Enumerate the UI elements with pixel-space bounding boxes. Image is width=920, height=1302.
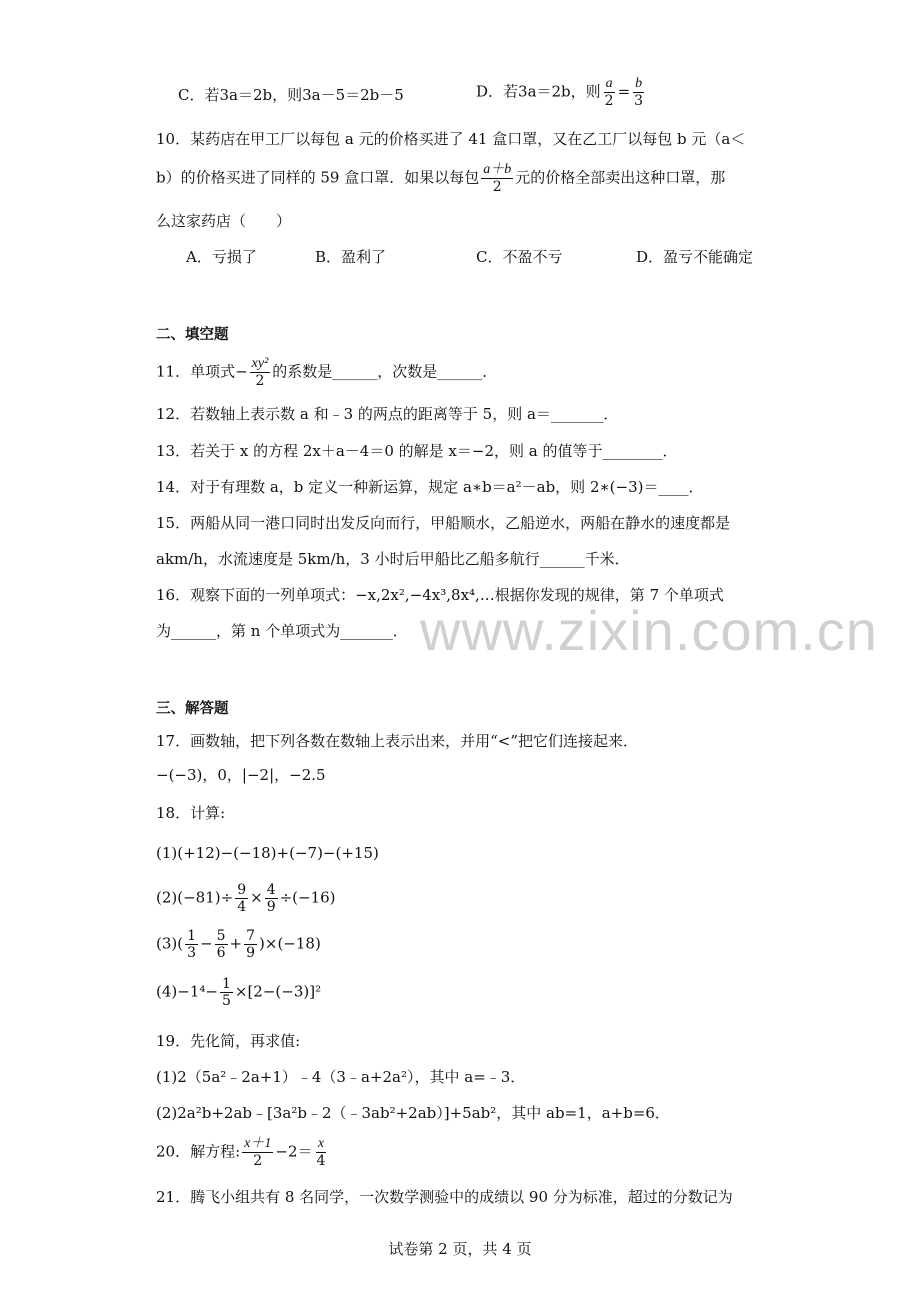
q18-part4: (4)−1⁴− $\frac{1}{5}$ ×[2−(−3)]² [156, 976, 322, 1009]
fraction: $\frac{a}{2}$ [604, 76, 614, 109]
fraction: $\frac{5}{6}$ [216, 928, 226, 961]
q11: 11．单项式− $\frac{\text{xy²}}{2}$ 的系数是______，次数是______． [156, 356, 498, 389]
q10-line3: 么这家药店（ ） [156, 212, 292, 230]
q9-option-d: D．若3a＝2b，则 $\frac{a}{2}$ = $\frac{b}{3}$ [476, 76, 644, 109]
section-heading-solve: 三、解答题 [156, 701, 229, 717]
q13: 13．若关于 x 的方程 2x＋a－4＝0 的解是 x＝−2，则 a 的值等于________． [156, 442, 678, 460]
q10-option-d: D．盈亏不能确定 [636, 248, 754, 266]
fraction: $\frac{b}{3}$ [634, 76, 644, 109]
fraction: $\frac{x}{4}$ [316, 1136, 326, 1169]
q19-part1: (1)2（5a²﹣2a+1）﹣4（3﹣a+2a²），其中 a=﹣3． [156, 1068, 526, 1086]
q10-option-b: B．盈利了 [315, 248, 387, 266]
q12: 12．若数轴上表示数 a 和﹣3 的两点的距离等于 5，则 a＝_______． [156, 405, 619, 423]
fraction: $\frac{4}{9}$ [266, 882, 276, 915]
section-heading-fill-in: 二、填空题 [156, 327, 229, 343]
q15-line1: 15．两船从同一港口同时出发反向而行，甲船顺水，乙船逆水，两船在静水的速度都是 [156, 514, 731, 532]
q17-line1: 17．画数轴，把下列各数在数轴上表示出来，并用“<”把它们连接起来． [156, 732, 638, 750]
q18-part2: (2)(−81)÷ $\frac{9}{4}$ × $\frac{4}{9}$ ÷(−16) [156, 882, 336, 915]
q19-part2: (2)2a²b+2ab﹣[3a²b﹣2（﹣3ab²+2ab）]+5ab²，其中 ab=1，a+b=6． [156, 1104, 670, 1122]
q10-option-a: A．亏损了 [186, 248, 257, 266]
fraction: $\frac{9}{4}$ [237, 882, 247, 915]
watermark: www.zixin.com.cn [420, 599, 878, 662]
fraction: $\frac{7}{9}$ [246, 928, 256, 961]
q15-line2: akm/h，水流速度是 5km/h，3 小时后甲船比乙船多航行______千米． [156, 550, 630, 568]
q20: 20．解方程: $\frac{x+1}{2}$ −2＝ $\frac{x}{4}$ [156, 1136, 326, 1169]
fraction: $\frac{\text{xy²}}{2}$ [251, 356, 269, 389]
q17-line2: −(−3)，0，|−2|，−2.5 [156, 766, 326, 784]
q16-line2: 为______，第 n 个单项式为_______． [156, 622, 408, 640]
q16-line1: 16．观察下面的一列单项式：−x,2x²,−4x³,8x⁴,…根据你发现的规律，第 7 个单项式 [156, 586, 724, 604]
q14: 14．对于有理数 a，b 定义一种新运算，规定 a∗b＝a²－ab，则 2∗(−3)＝____． [156, 478, 704, 496]
page-footer: 试卷第 2 页，共 4 页 [388, 1240, 532, 1258]
q9-option-d-text: D．若3a＝2b，则 [476, 82, 601, 101]
q9-option-c: C．若3a＝2b，则3a－5＝2b－5 [178, 86, 404, 104]
fraction: $\frac{1}{3}$ [187, 928, 197, 961]
fraction: $\frac{x+1}{2}$ [244, 1136, 272, 1169]
fraction: $\frac{a+b}{2}$ [483, 162, 512, 195]
q18-part1: (1)(+12)−(−18)+(−7)−(+15) [156, 844, 379, 862]
q10-line2: b）的价格买进了同样的 59 盒口罩．如果以每包 $\frac{a+b}{2}$ 元的价格全部卖出这种口罩，那 [156, 162, 726, 195]
q10-option-c: C．不盈不亏 [476, 248, 563, 266]
q18-title: 18．计算: [156, 804, 226, 822]
q18-part3: (3)( $\frac{1}{3}$ − $\frac{5}{6}$ + $\frac{7}{9}$ )×(−18) [156, 928, 321, 961]
q21: 21．腾飞小组共有 8 名同学，一次数学测验中的成绩以 90 分为标准，超过的分数记为 [156, 1188, 733, 1206]
q10-line1: 10．某药店在甲工厂以每包 a 元的价格买进了 41 盒口罩，又在乙工厂以每包 b 元（a＜ [156, 130, 746, 148]
q19-title: 19．先化简，再求值: [156, 1032, 301, 1050]
fraction: $\frac{1}{5}$ [221, 976, 231, 1009]
